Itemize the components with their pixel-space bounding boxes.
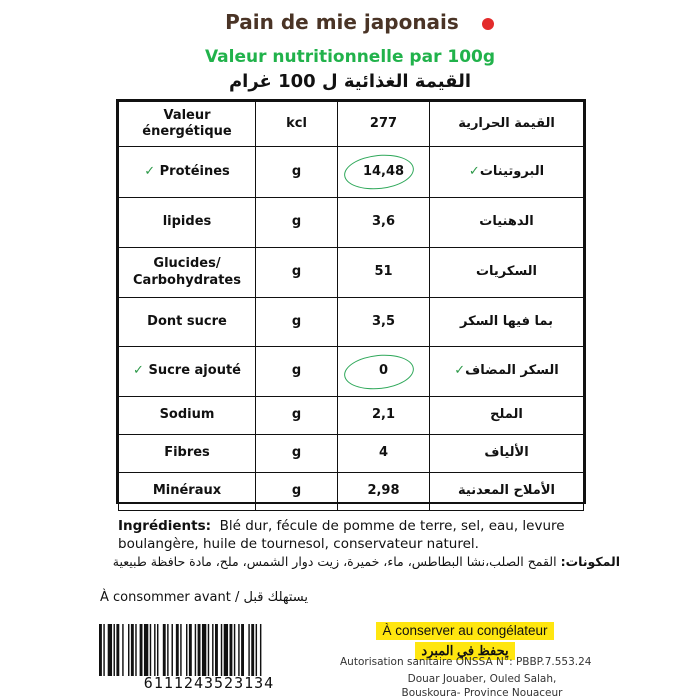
nutrition-subtitle-arabic: القيمة الغذائية ل 100 غرام	[228, 71, 471, 92]
ingredients-list: Blé dur, fécule de pomme de terre, sel, eau, levure boulangère, huile de tournesol, conservateur naturel.	[118, 518, 565, 552]
nutrition-row	[119, 198, 584, 248]
barcode-bar	[135, 624, 136, 676]
barcode-bar	[189, 624, 192, 676]
product-title: Pain de mie japonais	[225, 10, 459, 34]
nutrient-name-arabic	[430, 198, 584, 248]
nutrient-value-cell	[338, 198, 430, 248]
nutrition-table	[116, 99, 586, 504]
barcode-bar	[224, 624, 228, 676]
nutrient-value-cell	[338, 147, 430, 198]
barcode-bar	[195, 624, 196, 676]
barcode-bar	[140, 624, 143, 676]
barcode-bar	[238, 624, 239, 676]
nutrient-label: Protéines	[159, 163, 230, 179]
sanitary-authorization: Autorisation sanitaire ONSSA N°: PBBP.7.553.24	[340, 656, 592, 668]
nutrition-row	[119, 473, 584, 511]
barcode-icon	[98, 624, 320, 676]
nutrient-name-arabic	[430, 102, 584, 147]
nutrition-row	[119, 248, 584, 298]
barcode-bar	[103, 624, 104, 676]
ingredients-text-arabic	[100, 553, 620, 571]
ingredients-label-arabic: المكونات:	[560, 554, 620, 569]
nutrient-value: 3,6	[371, 214, 396, 230]
nutrient-value-cell	[338, 298, 430, 347]
nutrition-subtitle: Valeur nutritionnelle par 100g	[204, 47, 496, 67]
nutrient-name	[119, 397, 256, 435]
nutrient-unit: g	[256, 397, 338, 435]
nutrition-row	[119, 435, 584, 473]
barcode-bar	[208, 624, 209, 676]
barcode-bar	[167, 624, 168, 676]
nutrient-unit: kcl	[256, 102, 338, 147]
nutrient-name-arabic	[430, 397, 584, 435]
nutrient-label: Sodium	[159, 407, 215, 423]
best-before-label: À consommer avant / يستهلك قبل	[100, 590, 309, 605]
nutrient-name-arabic	[430, 147, 584, 198]
barcode-bar	[215, 624, 218, 676]
barcode-bar	[176, 624, 179, 676]
nutrient-name	[119, 347, 256, 397]
barcode-bar	[202, 624, 206, 676]
barcode-bar	[116, 624, 119, 676]
nutrient-unit: g	[256, 298, 338, 347]
nutrient-label-arabic: بما فيها السكر	[459, 313, 554, 329]
check-icon: ✓	[468, 163, 480, 179]
barcode-bar	[154, 624, 155, 676]
nutrient-label-arabic: الأملاح المعدنية	[458, 483, 555, 499]
nutrient-name	[119, 435, 256, 473]
barcode-bar	[241, 624, 244, 676]
barcode-bar	[260, 624, 261, 676]
nutrient-label: Sucre ajouté	[148, 363, 241, 379]
ingredients-list-arabic: القمح الصلب،نشا البطاطس، ماء، خميرة، زيت دوار الشمس، ملح، مادة حافظة طبيعية	[112, 554, 557, 569]
nutrient-label: Dont sucre	[147, 313, 227, 329]
red-dot-icon	[482, 18, 494, 30]
barcode-bar	[122, 624, 123, 676]
producer-address	[392, 672, 572, 700]
nutrient-name-arabic	[430, 347, 584, 397]
nutrient-label-arabic: القيمة الحرارية	[458, 115, 555, 131]
nutrient-name	[119, 298, 256, 347]
barcode-bar	[108, 624, 112, 676]
nutrient-value: 2,1	[371, 407, 396, 423]
nutrient-name	[119, 147, 256, 198]
nutrient-unit: g	[256, 435, 338, 473]
barcode-bar	[234, 624, 235, 676]
nutrient-name	[119, 473, 256, 511]
nutrient-label: Minéraux	[152, 483, 222, 499]
barcode-bar	[114, 624, 115, 676]
barcode-bar	[163, 624, 166, 676]
address-line-1: Douar Jouaber, Ouled Salah,	[407, 673, 557, 685]
barcode-bar	[230, 624, 233, 676]
nutrient-label-arabic: البروتينات	[479, 163, 545, 179]
nutrition-row	[119, 397, 584, 435]
barcode-bar	[256, 624, 257, 676]
barcode-bar	[212, 624, 213, 676]
nutrient-unit: g	[256, 473, 338, 511]
barcode-bar	[221, 624, 222, 676]
storage-instructions	[358, 620, 572, 658]
barcode-bar	[157, 624, 158, 676]
check-icon: ✓	[454, 363, 466, 379]
nutrient-value: 4	[378, 445, 389, 461]
nutrient-value: 3,5	[371, 313, 396, 329]
nutrient-label-arabic: الدهنيات	[479, 214, 534, 230]
barcode-bar	[172, 624, 173, 676]
barcode-bar	[144, 624, 148, 676]
nutrient-name-arabic	[430, 248, 584, 298]
storage-instruction-ar: يحفظ في المبرد	[415, 642, 514, 660]
barcode-bar	[180, 624, 181, 676]
nutrient-label-arabic: الألياف	[484, 445, 529, 461]
barcode-bar	[128, 624, 129, 676]
barcode-bar	[198, 624, 201, 676]
barcode-bar	[248, 624, 249, 676]
nutrient-name	[119, 102, 256, 147]
nutrient-value: 0	[378, 363, 389, 379]
nutrient-label-arabic: السكريات	[475, 264, 538, 280]
nutrient-value-cell	[338, 248, 430, 298]
nutrient-unit: g	[256, 147, 338, 198]
nutrient-value: 14,48	[362, 163, 405, 179]
nutrient-value: 277	[369, 115, 398, 131]
barcode-bar	[131, 624, 134, 676]
nutrition-row	[119, 147, 584, 198]
ingredients-text	[118, 517, 588, 553]
nutrient-unit: g	[256, 248, 338, 298]
barcode-bar	[150, 624, 151, 676]
nutrient-name-arabic	[430, 473, 584, 511]
barcode-bar	[251, 624, 254, 676]
nutrient-value: 2,98	[367, 483, 400, 499]
check-icon: ✓	[144, 163, 156, 179]
nutrient-value: 51	[374, 264, 393, 280]
nutrient-name	[119, 248, 256, 298]
barcode-number: 6111243523134	[143, 674, 275, 692]
nutrient-name-arabic	[430, 435, 584, 473]
nutrient-label-arabic: الملح	[490, 407, 523, 423]
nutrient-unit: g	[256, 198, 338, 248]
nutrient-label: lipides	[162, 214, 212, 230]
nutrition-row	[119, 102, 584, 147]
nutrient-name	[119, 198, 256, 248]
storage-instruction-fr: À conserver au congélateur	[376, 622, 553, 640]
nutrient-value-cell	[338, 397, 430, 435]
barcode-bar	[99, 624, 102, 676]
ingredients-label: Ingrédients:	[118, 518, 212, 534]
nutrient-value-cell	[338, 435, 430, 473]
nutrition-row	[119, 298, 584, 347]
nutrient-value-cell	[338, 473, 430, 511]
nutrient-label: Fibres	[164, 445, 210, 461]
nutrient-unit: g	[256, 347, 338, 397]
nutrient-label: Glucides/ Carbohydrates	[133, 256, 241, 288]
nutrient-value-cell	[338, 102, 430, 147]
address-line-2: Bouskoura- Province Nouaceur	[401, 687, 563, 699]
nutrient-value-cell	[338, 347, 430, 397]
barcode-bar	[186, 624, 187, 676]
nutrition-row	[119, 347, 584, 397]
nutrient-name-arabic	[430, 298, 584, 347]
check-icon: ✓	[133, 363, 144, 379]
nutrient-label: Valeur énergétique	[142, 107, 232, 139]
nutrient-label-arabic: السكر المضاف	[465, 363, 559, 379]
